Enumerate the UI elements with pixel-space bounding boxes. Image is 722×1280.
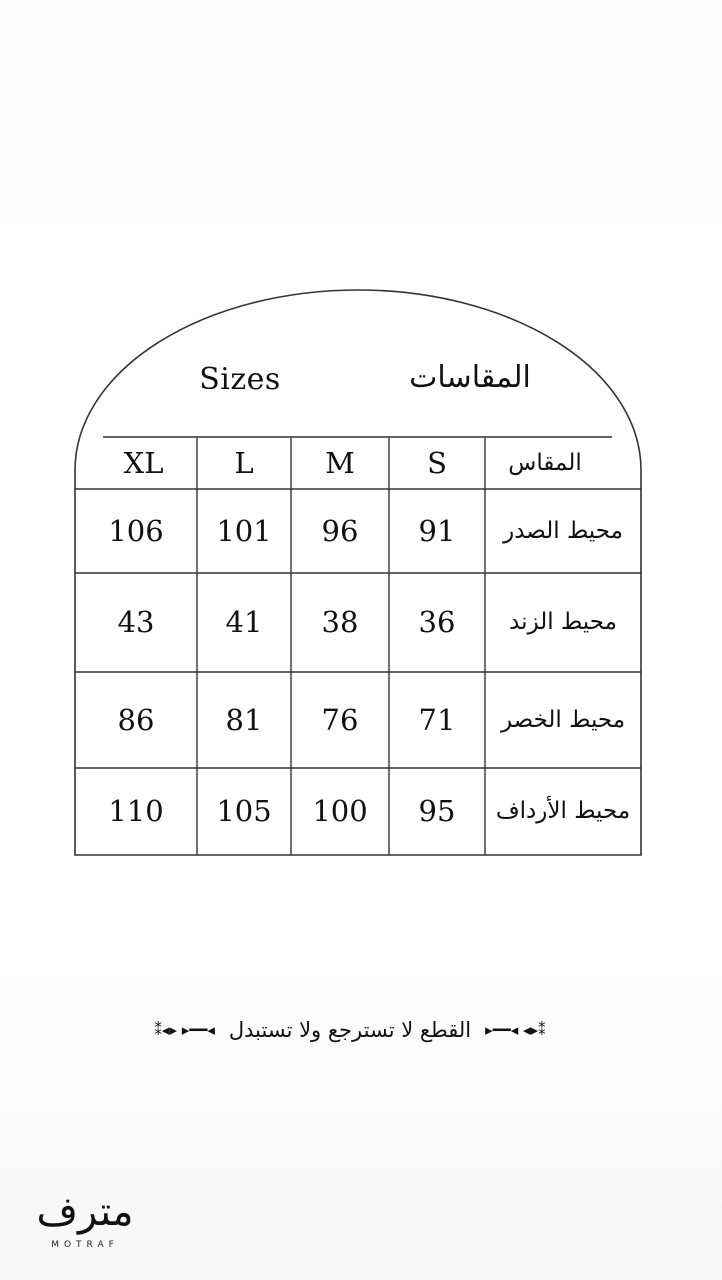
table-cell: 41 — [225, 605, 263, 639]
title-english: Sizes — [199, 362, 281, 397]
table-cell: 76 — [321, 702, 359, 737]
row-label-arm: محيط الزند — [509, 609, 617, 635]
table-cell: 43 — [117, 605, 155, 639]
brand-name-arabic: مترف — [36, 1189, 134, 1235]
title-arabic: المقاسات — [409, 360, 531, 395]
table-cell: 86 — [117, 702, 155, 737]
row-label-waist: محيط الخصر — [500, 706, 626, 733]
header-size-xl: XL — [123, 445, 164, 480]
ornament-right-icon: ▸━━◂ ◂▸⁑ — [485, 1021, 546, 1039]
row-label-hips: محيط الأرداف — [495, 798, 631, 824]
table-cell: 100 — [312, 794, 368, 828]
header-size-m: M — [325, 445, 355, 480]
ornament-left-icon: ⁑◂▸ ▸━━◂ — [154, 1021, 215, 1039]
notice-text: القطع لا تسترجع ولا تستبدل — [228, 1018, 472, 1042]
header-label-cell: المقاس — [508, 449, 582, 476]
table-cell: 91 — [418, 513, 456, 548]
header-size-l: L — [234, 445, 254, 480]
table-cell: 71 — [418, 702, 456, 737]
header-size-s: S — [427, 445, 447, 480]
table-cell: 96 — [321, 513, 359, 548]
table-cell: 81 — [225, 702, 263, 737]
brand-logo — [20, 1188, 150, 1250]
table-cell: 95 — [418, 794, 456, 828]
table-cell: 101 — [216, 513, 272, 548]
table-cell: 106 — [108, 513, 164, 548]
table-cell: 110 — [108, 794, 164, 828]
no-return-notice — [100, 1010, 600, 1050]
table-cell: 105 — [216, 794, 272, 828]
brand-name-english: MOTRAF — [51, 1240, 119, 1250]
row-label-chest: محيط الصدر — [503, 517, 623, 544]
table-cell: 36 — [418, 605, 456, 639]
table-cell: 38 — [321, 605, 359, 639]
